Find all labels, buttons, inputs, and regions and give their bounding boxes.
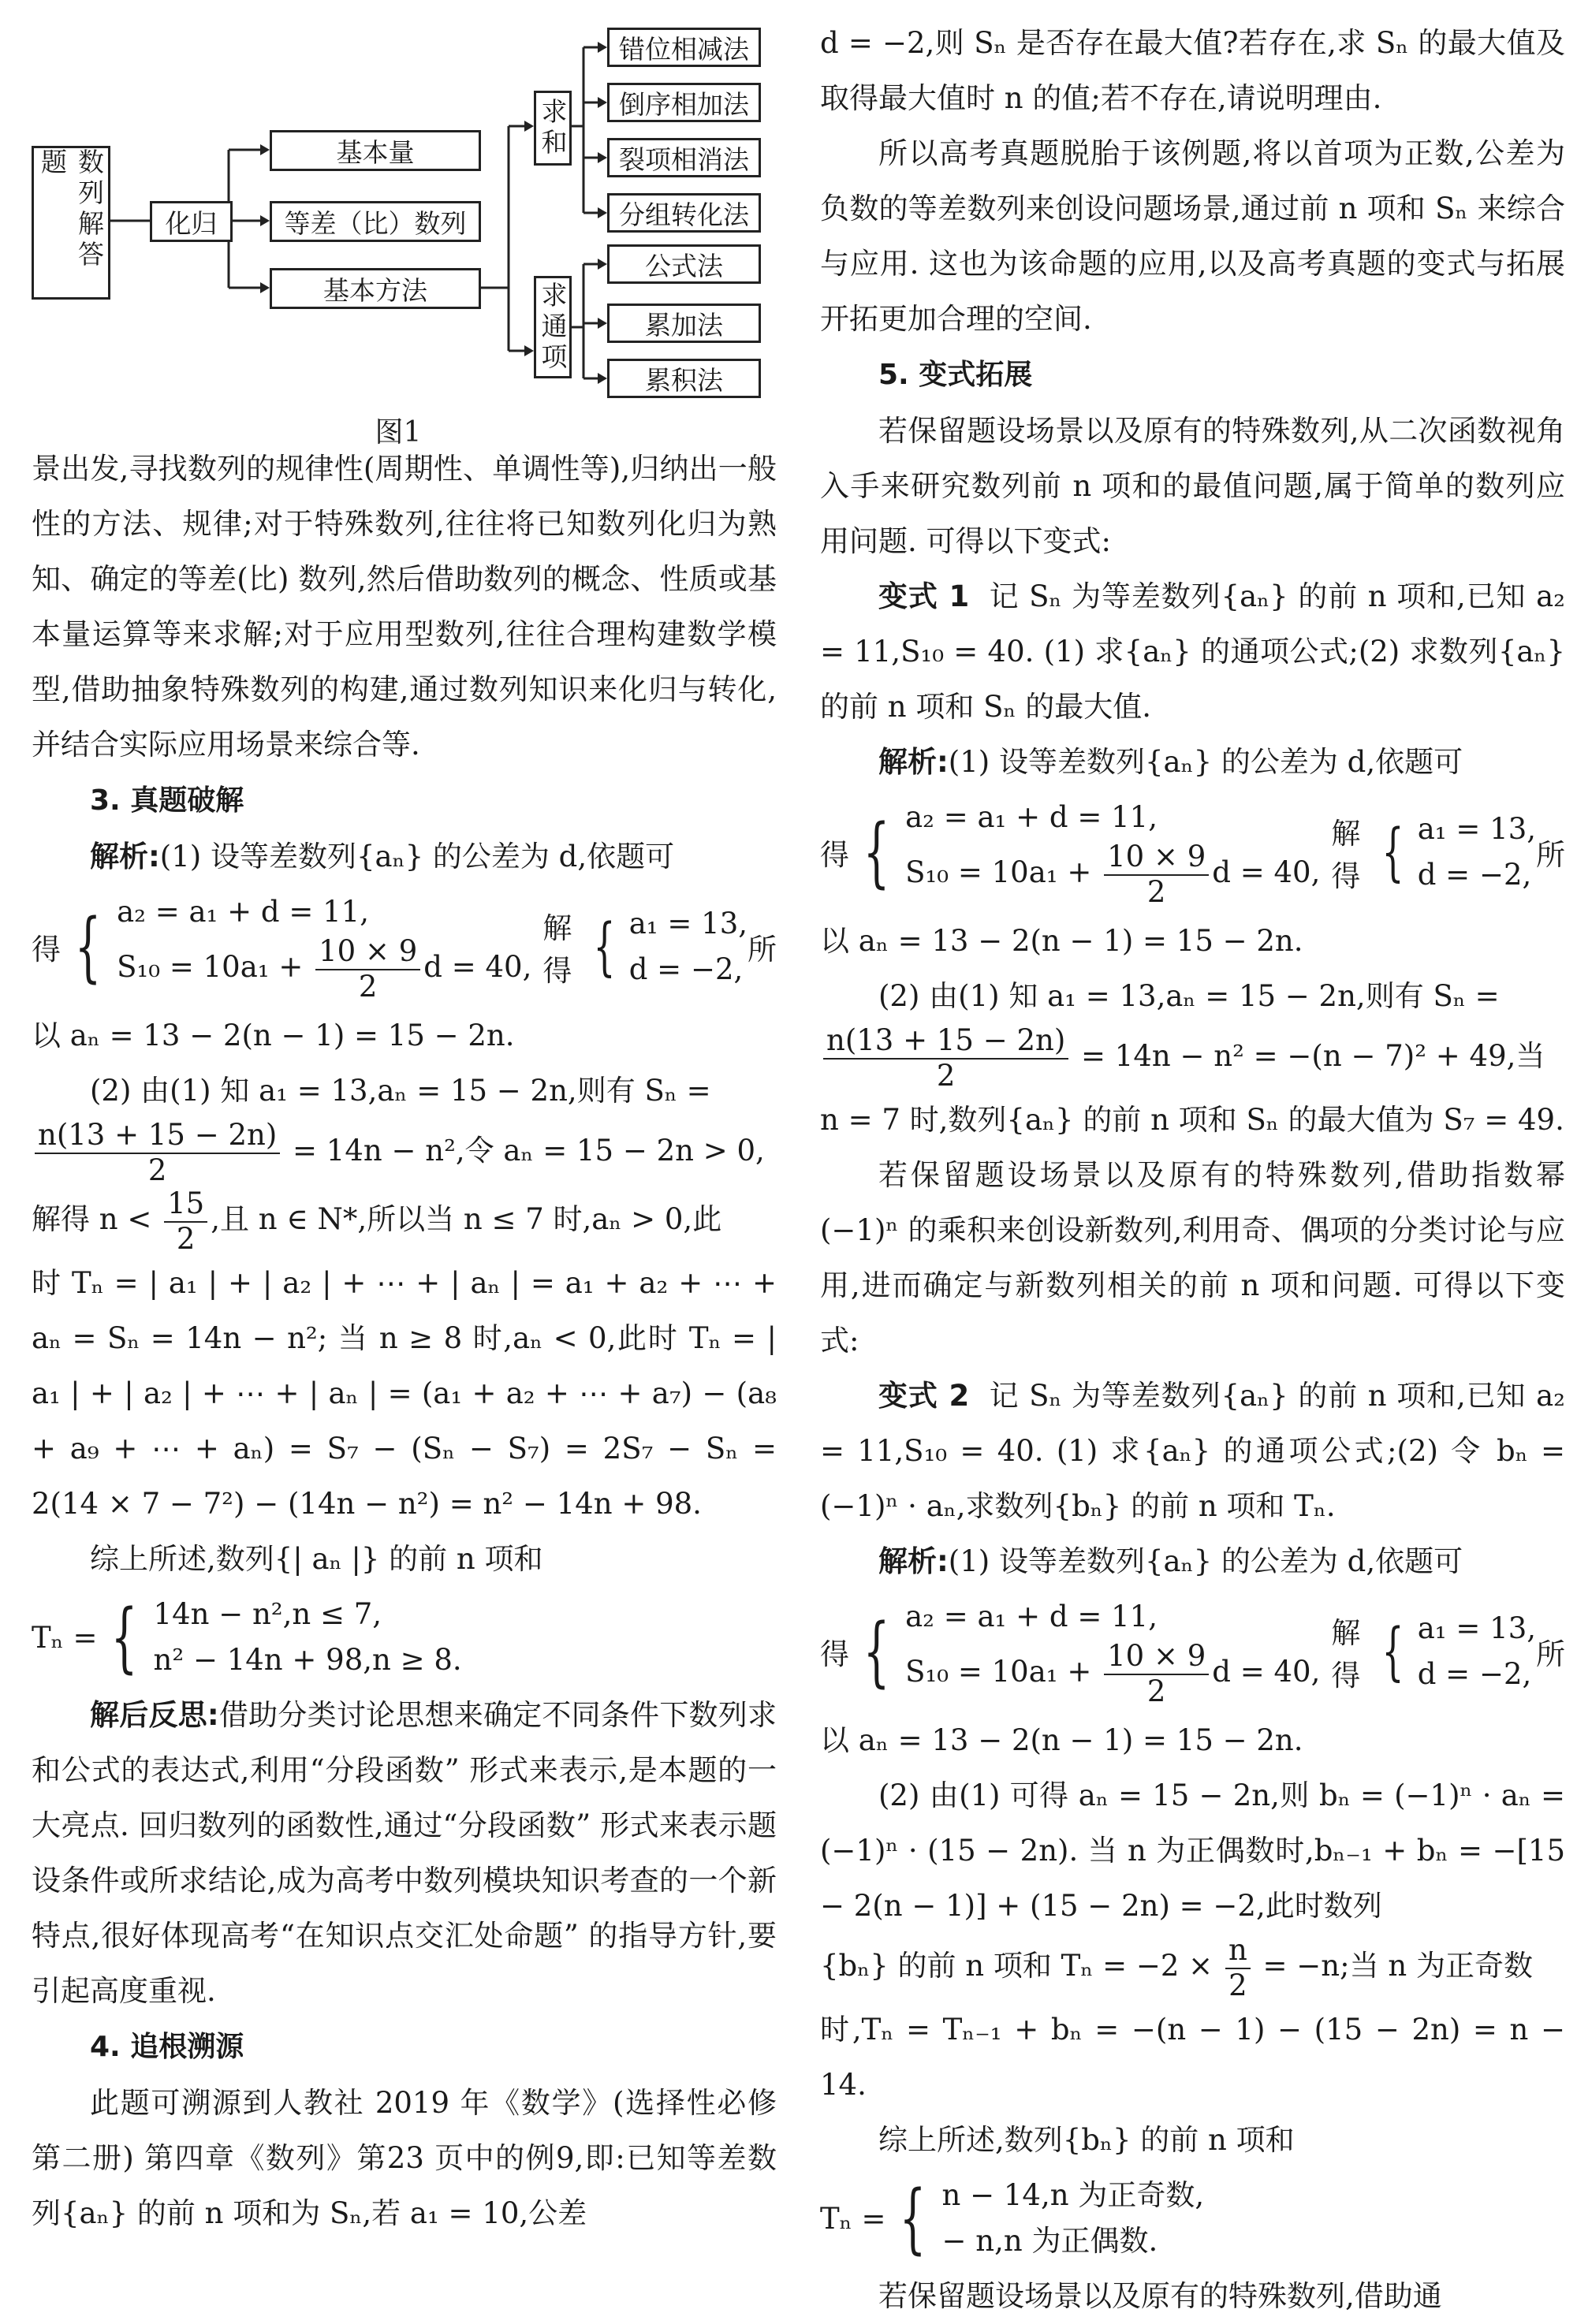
v2-frac-den: 2 — [1146, 1674, 1166, 1708]
v2-fraction-n2 — [1225, 1934, 1251, 2002]
summary-intro: 综上所述,数列{| aₙ |} 的前 n 项和 — [90, 1542, 543, 1577]
v1-part2-fraction-line — [820, 1024, 1565, 1093]
reflection-label: 解后反思: — [90, 1698, 219, 1733]
analysis-line — [32, 829, 777, 885]
tn-brace: { — [111, 1593, 138, 1682]
diagram-gen-method-2: 累积法 — [607, 359, 761, 398]
part3-num: 15 — [164, 1187, 207, 1223]
v1-analysis — [820, 735, 1565, 790]
left-brace-2: { — [593, 909, 616, 983]
v2-row2-a: S₁₀ = 10a₁ + — [905, 1655, 1102, 1689]
variant-2-text: 记 Sₙ 为等差数列{aₙ} 的前 n 项和,已知 a₂ = 11,S₁₀ = 40. (1) 求{aₙ} 的通项公式;(2) 令 bₙ = (−1)ⁿ · aₙ,求数列{bₙ} 的前 n 项和 Tₙ. — [820, 1379, 1565, 1524]
tn-row-1: 14n − n²,n ≤ 7, — [153, 1597, 382, 1632]
right-column — [820, 16, 1565, 2324]
v1-row2-b: d = 40, — [1212, 855, 1321, 890]
v1-jiede: 解 得 — [1331, 816, 1361, 893]
v2-solution-rows — [1418, 1606, 1536, 1697]
left-column — [32, 441, 777, 2241]
diagram-gen-node: 求通项 — [534, 276, 572, 378]
v1-part2-rest: = 14n − n² = −(n − 7)² + 49,当 — [1081, 1039, 1545, 1074]
v2-system-rows — [905, 1594, 1320, 1708]
tn-lhs: Tₙ = — [32, 1620, 98, 1655]
diagram-sum-method-2: 裂项相消法 — [607, 138, 761, 177]
v1-brace: { — [863, 807, 890, 896]
part2-fraction-line — [32, 1119, 777, 1187]
v2-brace-2: { — [1381, 1614, 1404, 1688]
part3-fraction — [164, 1187, 207, 1256]
heading-3: 3. 真题破解 — [90, 784, 244, 817]
heading-5: 5. 变式拓展 — [878, 359, 1033, 391]
reflection-paragraph — [32, 1688, 777, 2019]
v2-sol-2: d = −2, — [1417, 1656, 1532, 1691]
intro-paragraph: 景出发,寻找数列的规律性(周期性、单调性等),归纳出一般性的方法、规律;对于特殊数列,往往将已知数列化归为熟知、确定的等差(比) 数列,然后借助数列的概念、性质或基本量运算等来求解;对于应用型数列,往往合理构建数学模型,借助抽象特殊数列的构建,通过数列知识来化归与转化,并结合实际应用场景来综合等. — [32, 452, 777, 762]
part2-line: (2) 由(1) 知 a₁ = 13,aₙ = 15 − 2n,则有 Sₙ = — [90, 1074, 711, 1108]
variant-1-label: 变式 1 — [878, 579, 970, 613]
part2-rest: = 14n − n²,令 aₙ = 15 − 2n > 0, — [293, 1134, 765, 1168]
last-paragraph: 若保留题设场景以及原有的特殊数列,借助通 — [878, 2279, 1442, 2314]
jiede-label: 解 得 — [542, 911, 572, 988]
v1-part2-num: n(13 + 15 − 2n) — [823, 1024, 1068, 1060]
v2-n-num: n — [1225, 1934, 1251, 1969]
v2-de: 得 — [820, 1637, 849, 1671]
analysis-text: (1) 设等差数列{aₙ} 的公差为 d,依题可 — [159, 840, 675, 873]
v1-part2-fraction — [823, 1024, 1068, 1093]
v2-equation-system — [820, 1594, 1565, 1708]
part2-den: 2 — [147, 1153, 167, 1187]
v2-tn-brace: { — [900, 2174, 926, 2263]
v2-analysis-label: 解析: — [878, 1544, 949, 1579]
v1-fraction — [1104, 840, 1209, 909]
diagram-sum-node: 求和 — [534, 91, 572, 166]
method-diagram — [32, 12, 765, 453]
v2-analysis — [820, 1534, 1565, 1589]
v2-tn-row-1: n − 14,n 为正奇数, — [941, 2178, 1205, 2213]
v1-row2-a: S₁₀ = 10a₁ + — [905, 855, 1102, 890]
figure-caption: 图1 — [375, 416, 422, 449]
diagram-sum-method-1: 倒序相加法 — [607, 83, 761, 122]
row2-b: d = 40, — [423, 950, 532, 985]
result-line: 以 aₙ = 13 − 2(n − 1) = 15 − 2n. — [32, 1019, 515, 1053]
v1-part3: n = 7 时,数列{aₙ} 的前 n 项和 Sₙ 的最大值为 S₇ = 49. — [820, 1103, 1564, 1138]
v2-part3-a: {bₙ} 的前 n 项和 Tₙ = −2 × — [820, 1949, 1222, 1983]
para-2: 所以高考真题脱胎于该例题,将以首项为正数,公差为负数的等差数列来创设问题场景,通过前 n 项和 Sₙ 来综合与应用. 这也为该命题的应用,以及高考真题的变式与拓展开拓更加合理的空间. — [820, 136, 1565, 336]
v1-solution-rows — [1418, 806, 1536, 898]
v2-result: 以 aₙ = 13 − 2(n − 1) = 15 − 2n. — [820, 1723, 1303, 1758]
diagram-branch-1: 等差（比）数列 — [270, 201, 481, 242]
v1-frac-den: 2 — [1146, 874, 1166, 909]
variant-1-text: 记 Sₙ 为等差数列{aₙ} 的前 n 项和,已知 a₂ = 11,S₁₀ = 40. (1) 求{aₙ} 的通项公式;(2) 求数列{aₙ} 的前 n 项和 Sₙ 的最大值. — [820, 579, 1565, 724]
v2-row2-b: d = 40, — [1212, 1655, 1321, 1689]
diagram-branch-0: 基本量 — [270, 130, 481, 171]
diagram-sum-method-0: 错位相减法 — [607, 28, 761, 67]
v2-analysis-text: (1) 设等差数列{aₙ} 的公差为 d,依题可 — [948, 1544, 1463, 1579]
system-row-2 — [117, 935, 531, 1004]
v1-equation-system — [820, 795, 1565, 909]
diagram-gen-method-0: 公式法 — [607, 244, 761, 284]
part3-line — [32, 1187, 777, 1256]
v1-brace-2: { — [1381, 814, 1404, 888]
v1-result: 以 aₙ = 13 − 2(n − 1) = 15 − 2n. — [820, 924, 1303, 959]
v1-system-rows — [905, 795, 1320, 909]
row2-a: S₁₀ = 10a₁ + — [117, 950, 313, 985]
v1-sol-1: a₁ = 13, — [1417, 811, 1536, 846]
v1-de: 得 — [820, 837, 849, 872]
v1-frac-num: 10 × 9 — [1104, 840, 1209, 876]
part2-fraction — [35, 1119, 280, 1187]
equation-system — [32, 889, 777, 1004]
para-3: 若保留题设场景以及原有的特殊数列,从二次函数视角入手来研究数列前 n 项和的最值问题,属于简单的数列应用问题. 可得以下变式: — [820, 414, 1565, 558]
heading-4: 4. 追根溯源 — [90, 2031, 244, 2064]
v1-suo: 所 — [1536, 837, 1565, 872]
suo-label: 所 — [747, 932, 777, 966]
left-brace: { — [74, 902, 102, 991]
analysis-label: 解析: — [90, 840, 160, 873]
solution-rows — [629, 901, 747, 993]
v2-frac-num: 10 × 9 — [1104, 1640, 1209, 1675]
fraction — [315, 935, 420, 1004]
v2-tn-lhs: Tₙ = — [820, 2201, 886, 2236]
v2-summary-intro: 综上所述,数列{bₙ} 的前 n 项和 — [878, 2123, 1295, 2158]
v2-fraction — [1104, 1640, 1209, 1708]
variant-2 — [820, 1369, 1565, 1534]
v2-row-1: a₂ = a₁ + d = 11, — [905, 1600, 1158, 1634]
part3-a: 解得 n < — [32, 1202, 162, 1237]
v2-part3-b: = −n;当 n 为正奇数 — [1253, 1949, 1533, 1983]
v1-part2-den: 2 — [936, 1058, 956, 1093]
reflection-text: 借助分类讨论思想来确定不同条件下数列求和公式的表达式,利用“分段函数” 形式来表示,是本题的一大亮点. 回归数列的函数性,通过“分段函数” 形式来表示题设条件或所求结论,成为高考中数列模块知识考查的一个新特点,很好体现高考“在知识点交汇处命题” 的指导方针,要引起高度重视. — [32, 1698, 777, 2009]
v2-sol-1: a₁ = 13, — [1417, 1611, 1536, 1645]
v1-part2: (2) 由(1) 知 a₁ = 13,aₙ = 15 − 2n,则有 Sₙ = — [878, 979, 1500, 1014]
v2-suo: 所 — [1536, 1637, 1565, 1671]
system-row-1: a₂ = a₁ + d = 11, — [117, 895, 369, 929]
frac-den: 2 — [358, 969, 378, 1004]
tn-rows — [154, 1592, 462, 1683]
part3-den: 2 — [176, 1221, 196, 1256]
v1-analysis-text: (1) 设等差数列{aₙ} 的公差为 d,依题可 — [948, 745, 1463, 779]
variant-1 — [820, 569, 1565, 735]
v1-row-2 — [905, 840, 1320, 909]
tn-piecewise — [32, 1592, 777, 1683]
v1-analysis-label: 解析: — [878, 745, 949, 779]
part4-paragraph: 时 Tₙ = | a₁ | + | a₂ | + ⋯ + | aₙ | = a₁ + a₂ + ⋯ + aₙ = Sₙ = 14n − n²; 当 n ≥ 8 时,aₙ < 0,此时 Tₙ = | a₁ | + | a₂ | + ⋯ + | aₙ | = (a₁ + a₂ + ⋯ + a₇) − (a₈ + a₉ + ⋯ + aₙ) = S₇ − (Sₙ − S₇) = 2S₇ − Sₙ = 2(14 × 7 − 7²) − (14n − n²) = n² − 14n + 98. — [32, 1266, 777, 1521]
v2-tn-rows — [942, 2173, 1205, 2264]
para-4: 若保留题设场景以及原有的特殊数列,借助指数幂(−1)ⁿ 的乘积来创设新数列,利用奇、偶项的分类讨论与应用,进而确定与新数列相关的前 n 项和问题. 可得以下变式: — [820, 1158, 1565, 1358]
v2-part2: (2) 由(1) 可得 aₙ = 15 − 2n,则 bₙ = (−1)ⁿ · aₙ = (−1)ⁿ · (15 − 2n). 当 n 为正偶数时,bₙ₋₁ + bₙ = −[15 − 2(n − 1)] + (15 − 2n) = −2,此时数列 — [820, 1778, 1565, 1924]
diagram-root: 数列解答题 — [32, 146, 110, 300]
v2-brace: { — [863, 1607, 890, 1696]
tn-row-2: n² − 14n + 98,n ≥ 8. — [153, 1643, 462, 1678]
solution-row-1: a₁ = 13, — [628, 906, 747, 940]
v2-part3 — [820, 1934, 1565, 2002]
v2-jiede: 解 得 — [1331, 1615, 1361, 1693]
solution-row-2: d = −2, — [628, 952, 744, 986]
top-paragraph: d = −2,则 Sₙ 是否存在最大值?若存在,求 Sₙ 的最大值及取得最大值时 n 的值;若不存在,请说明理由. — [820, 26, 1565, 115]
part3-b: ,且 n ∈ N*,所以当 n ≤ 7 时,aₙ > 0,此 — [211, 1202, 722, 1237]
v2-tn-row-2: − n,n 为正偶数. — [941, 2224, 1158, 2259]
v2-n-den: 2 — [1228, 1968, 1247, 2002]
diagram-branch-2: 基本方法 — [270, 268, 481, 309]
diagram-gen-method-1: 累加法 — [607, 304, 761, 343]
v1-sol-2: d = −2, — [1417, 857, 1532, 892]
v2-tn-piecewise — [820, 2173, 1565, 2264]
diagram-sum-method-3: 分组转化法 — [607, 193, 761, 233]
de-label: 得 — [32, 932, 61, 966]
part2-num: n(13 + 15 − 2n) — [35, 1119, 280, 1154]
v1-row-1: a₂ = a₁ + d = 11, — [905, 800, 1158, 834]
variant-2-label: 变式 2 — [878, 1379, 970, 1413]
diagram-mid: 化归 — [150, 201, 233, 242]
frac-num: 10 × 9 — [315, 935, 420, 970]
source-paragraph: 此题可溯源到人教社 2019 年《数学》(选择性必修第二册) 第四章《数列》第23 页中的例9,即:已知等差数列{aₙ} 的前 n 项和为 Sₙ,若 a₁ = 10,公差 — [32, 2086, 777, 2231]
system-rows — [117, 889, 531, 1004]
v2-part4: 时,Tₙ = Tₙ₋₁ + bₙ = −(n − 1) − (15 − 2n) = n − 14. — [820, 2013, 1565, 2102]
v2-row-2 — [905, 1640, 1320, 1708]
